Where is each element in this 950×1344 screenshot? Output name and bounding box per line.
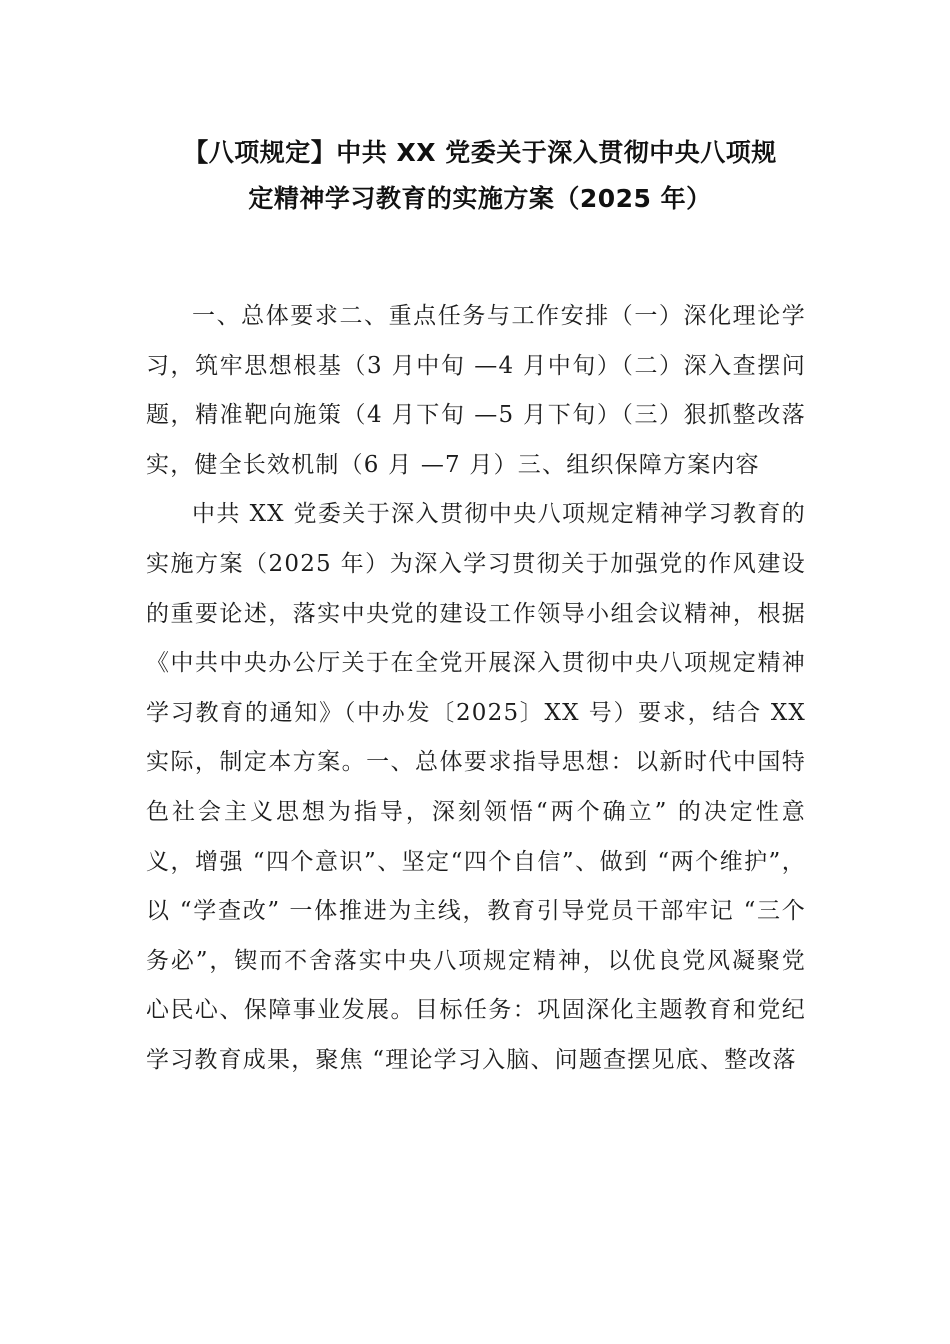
title-line-2: 定精神学习教育的实施方案（2025 年） [248,184,712,213]
document-title [140,130,820,222]
document-body [146,292,806,1086]
title-line-1: 【八项规定】中共 XX 党委关于深入贯彻中央八项规 [183,138,777,167]
content-paragraph: 中共 XX 党委关于深入贯彻中央八项规定精神学习教育的实施方案（2025 年）为深入学习贯彻关于加强党的作风建设的重要论述，落实中央党的建设工作领导小组会议精神，根据《中共中央办公厅关于在全党开展深入贯彻中央八项规定精神学习教育的通知》（中办发〔2025〕XX 号）要求，结合 XX 实际，制定本方案。一、总体要求指导思想：以新时代中国特色社会主义思想为指导，深刻领悟“两个确立” 的决定性意义，增强 “四个意识”、坚定“四个自信”、做到 “两个维护”，以 “学查改” 一体推进为主线，教育引导党员干部牢记 “三个务必”，锲而不舍落实中央八项规定精神，以优良党风凝聚党心民心、保障事业发展。目标任务：巩固深化主题教育和党纪学习教育成果，聚焦 “理论学习入脑、问题查摆见底、整改落 [146,501,806,1073]
outline-paragraph: 一、总体要求二、重点任务与工作安排（一）深化理论学习，筑牢思想根基（3 月中旬 —4 月中旬）（二）深入查摆问题，精准靶向施策（4 月下旬 —5 月下旬）（三）狠抓整改落实，健全长效机制（6 月 —7 月）三、组织保障方案内容 [146,303,806,478]
